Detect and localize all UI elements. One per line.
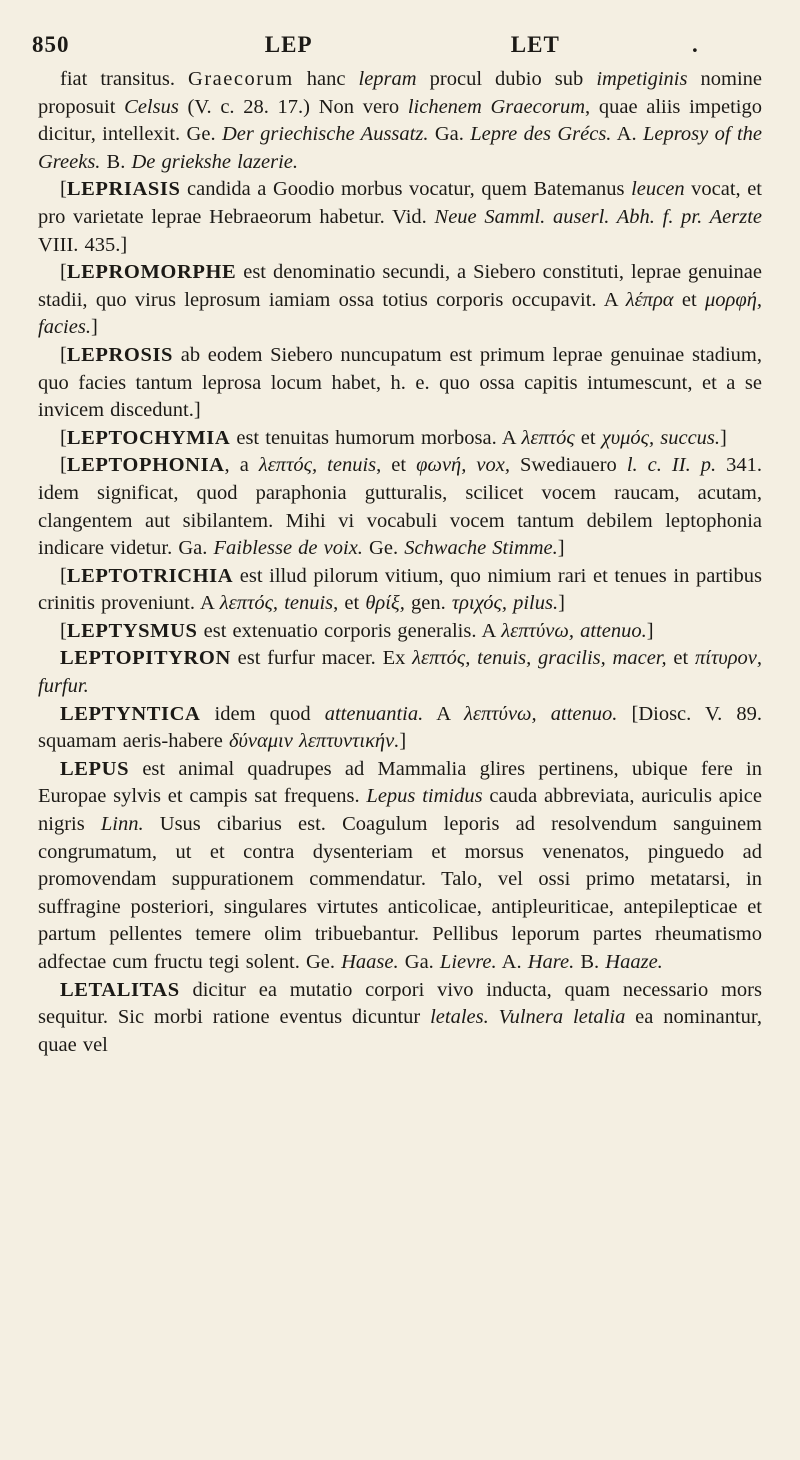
entry-leptotrichia bbox=[38, 563, 762, 618]
entry-italic: attenuantia. bbox=[324, 702, 424, 725]
entry-text: ea nominantur, quae vel bbox=[38, 1006, 763, 1056]
entry-italic: attenuo. bbox=[580, 619, 647, 642]
entry-italic: pilus. bbox=[513, 592, 559, 615]
entry-italic: lichenem Graecorum bbox=[407, 95, 586, 118]
entry-text: et bbox=[666, 647, 695, 670]
greek-term: δύναμιν λεπτυντικήν. bbox=[228, 730, 400, 753]
entry-text: [ bbox=[60, 619, 67, 642]
entry-italic: Schwache Stimme. bbox=[404, 537, 558, 560]
entry-headword: LEPTOTRICHIA bbox=[66, 564, 234, 587]
entry-headword: LEPTYNTICA bbox=[60, 702, 201, 725]
entry-text: A. bbox=[611, 123, 643, 146]
entry-text bbox=[466, 454, 476, 476]
entry-italic: attenuo. bbox=[550, 702, 618, 725]
entry-lepus bbox=[38, 756, 762, 977]
entry-spaced: Graecorum bbox=[188, 68, 294, 90]
entry-text: B. bbox=[574, 951, 606, 973]
entry-italic: Lepus timidus bbox=[366, 785, 483, 808]
entry-leptophonia bbox=[38, 452, 762, 562]
entry-text: ] bbox=[646, 619, 654, 642]
entry-headword: LETALITAS bbox=[60, 978, 180, 1001]
entry-text: gen. bbox=[404, 592, 452, 615]
entry-text: Ga. bbox=[428, 123, 471, 146]
entry-italic: Vulnera letalia bbox=[498, 1006, 626, 1029]
entry-italic: Faiblesse de voix. bbox=[213, 537, 363, 560]
entry-text: vocat, et pro varietate leprae Hebraeorum habetur. Vid. bbox=[38, 178, 762, 228]
entry-text: Swediauero bbox=[509, 454, 627, 477]
entry-headword: LEPROMORPHE bbox=[66, 261, 237, 284]
entry-italic: vox, bbox=[476, 454, 510, 477]
entry-text: 341. idem significat, quod paraphonia gutturalis, scilicet vocem raucam, acutam, clangentem aut sibilantem. Mihi vi vocabuli vocem tantum debilem leptophonia indicare videtur. Ga. bbox=[38, 454, 763, 560]
greek-term: φωνή, bbox=[416, 454, 467, 477]
running-head-right: LET bbox=[510, 32, 560, 57]
entry-text: [ bbox=[60, 261, 67, 284]
entry-text: ] bbox=[557, 537, 565, 560]
entry-text: , et bbox=[376, 454, 417, 477]
entry-lepriasis bbox=[38, 176, 762, 259]
entry-text: A. bbox=[496, 951, 528, 973]
entry-headword: LEPTOPHONIA bbox=[66, 454, 225, 477]
entry-italic: tenuis, gracilis, macer, bbox=[477, 647, 667, 670]
entry-headword: LEPRIASIS bbox=[66, 178, 181, 201]
entry-text: [ bbox=[60, 426, 67, 449]
entry-text: A bbox=[423, 702, 464, 725]
entry-headword: LEPTOPITYRON bbox=[60, 647, 231, 670]
entry-leprosis bbox=[38, 342, 762, 425]
entry-italic: Celsus bbox=[124, 95, 179, 118]
entry-text: est animal quadrupes ad Mammalia glires pertinens, ubique fere in Europae sylvis et campis sat frequens. bbox=[38, 757, 762, 808]
entry-text bbox=[489, 1006, 499, 1028]
entry-italic: Der griechische Aussatz. bbox=[221, 123, 429, 146]
entry-leptochymia bbox=[38, 425, 762, 453]
entry-italic: Haaze. bbox=[605, 951, 663, 973]
entry-italic: leucen bbox=[631, 178, 685, 201]
page-number: 850 bbox=[32, 32, 70, 57]
entry-leptopityron bbox=[38, 645, 762, 700]
entry-headword: LEPROSIS bbox=[66, 343, 174, 366]
entry-text: est denominatio secundi, a Siebero constituti, leprae genuinae stadii, quo virus leprosum iamiam ossa totius corporis occupavit. A bbox=[38, 261, 762, 311]
entry-text: idem quod bbox=[200, 702, 325, 725]
entry-text: Ge. bbox=[362, 537, 405, 560]
entry-italic: Neue Samml. auserl. Abh. f. pr. Aerzte bbox=[434, 205, 762, 228]
entry-italic: l. c. II. p. bbox=[626, 454, 717, 477]
entry-leptyntica bbox=[38, 701, 762, 756]
entry-text: ab eodem Siebero nuncupatum est primum leprae genuinae stadium, quo facies tantum leprosa locum habet, h. e. quo ossa capitis intumescunt, et a se invicem discedunt.] bbox=[38, 343, 762, 422]
entry-italic: De griekshe lazerie. bbox=[131, 150, 299, 173]
entry-text: dicitur ea mutatio corpori vivo inducta, quam necessario mors sequitur. Sic morbi ratione eventus dicuntur bbox=[38, 978, 762, 1029]
greek-term: μορφή, bbox=[705, 288, 763, 311]
greek-term: λεπτός, bbox=[258, 454, 318, 477]
entry-lepra-cont bbox=[38, 66, 762, 176]
entry-text: Ga. bbox=[398, 951, 440, 973]
entry-italic: Lievre. bbox=[439, 951, 497, 973]
running-header bbox=[32, 32, 722, 58]
entry-text: cauda abbreviata, auriculis apice nigris bbox=[38, 785, 762, 836]
entry-text: procul dubio sub bbox=[416, 68, 597, 90]
entry-text: fiat transitus. bbox=[60, 68, 189, 90]
entry-italic: Leprosy of the Greeks. bbox=[38, 123, 762, 173]
entry-text: candida a Goodio morbus vocatur, quem Batemanus bbox=[180, 178, 632, 201]
entry-text: nomine proposuit bbox=[38, 68, 762, 118]
running-head-left: LEP bbox=[264, 32, 313, 57]
entry-text: ] bbox=[720, 426, 727, 449]
entry-text: ] bbox=[399, 730, 407, 753]
entry-lepromorphe bbox=[38, 259, 762, 342]
entry-text: (V. c. 28. 17.) Non vero bbox=[178, 95, 408, 118]
entry-text: ] bbox=[90, 316, 98, 339]
entry-text: est furfur macer. Ex bbox=[230, 647, 413, 670]
entry-italic: tenuis bbox=[327, 454, 377, 477]
entry-text: est illud pilorum vitium, quo nimium rari et tenues in partibus crinitis proveniunt. A bbox=[38, 564, 762, 615]
entry-italic: Lepre des Grécs. bbox=[470, 123, 612, 146]
entry-headword: LEPTOCHYMIA bbox=[66, 426, 231, 449]
entry-text: est extenuatio corporis generalis. A bbox=[197, 619, 502, 642]
greek-term: λέπρα bbox=[625, 288, 674, 311]
entry-italic: lepram bbox=[358, 68, 417, 90]
entry-text: ] bbox=[558, 592, 565, 615]
entry-text: [Diosc. V. 89. squamam aeris-habere bbox=[38, 702, 763, 753]
entry-text: Usus cibarius est. Coagulum leporis ad resolvendum sanguinem congrumatum, ut et contra dysenteriam et morsus venenatos, pinguedo ad promovendam suppurationem commendatur. Talo, vel ossi primo metatarsi, in suffragine posteriori, singulares virtutes anticolicae, antipleuriticae, antepilepticae et partum pellentes temere olim tribuebantur. Pellibus leporum partes rheumatismo adfectae cum fructu tegi solent. Ge. bbox=[38, 813, 762, 973]
entry-italic: Linn. bbox=[100, 813, 144, 836]
entry-text: VIII. 435.] bbox=[38, 233, 128, 256]
entry-headword: LEPTYSMUS bbox=[66, 619, 198, 642]
entry-text: , a bbox=[224, 454, 259, 477]
greek-term: τριχός, bbox=[451, 592, 507, 615]
greek-term: χυμός, bbox=[601, 426, 655, 449]
entry-text: hanc bbox=[293, 68, 359, 90]
entry-leptysmus bbox=[38, 618, 762, 646]
entry-text: [ bbox=[60, 454, 67, 477]
entry-italic: tenuis bbox=[284, 592, 334, 615]
entry-text: est tenuitas humorum morbosa. A bbox=[230, 426, 522, 449]
entry-italic: succus. bbox=[660, 426, 721, 449]
entry-text: B. bbox=[100, 150, 132, 173]
entry-text bbox=[317, 454, 327, 476]
entry-text: [ bbox=[60, 178, 67, 201]
greek-term: λεπτύνω, bbox=[501, 619, 574, 642]
greek-term: πίτυρον, bbox=[694, 647, 763, 670]
running-head-mark: . bbox=[691, 32, 699, 57]
greek-term: λεπτός, bbox=[219, 592, 279, 615]
entry-text: , quae aliis impetigo dicitur, intellexit. Ge. bbox=[38, 95, 762, 146]
entry-letalitas bbox=[38, 977, 762, 1060]
entry-italic: facies. bbox=[38, 316, 91, 339]
entry-text: , et bbox=[333, 592, 366, 615]
entry-text: et bbox=[673, 288, 705, 311]
greek-term: λεπτός bbox=[521, 426, 575, 449]
greek-term: λεπτύνω, bbox=[463, 702, 537, 725]
entry-italic: impetiginis bbox=[596, 68, 688, 90]
greek-term: θρίξ, bbox=[365, 592, 405, 615]
entry-text bbox=[537, 703, 551, 725]
entry-headword: LEPUS bbox=[60, 757, 130, 780]
entry-italic: furfur. bbox=[38, 675, 89, 698]
entry-text: [ bbox=[60, 564, 67, 587]
entry-italic: Haase. bbox=[341, 951, 399, 973]
entry-text: [ bbox=[60, 343, 67, 366]
greek-term: λεπτός, bbox=[412, 647, 471, 670]
entry-italic: letales. bbox=[430, 1006, 489, 1029]
entry-text: et bbox=[574, 426, 602, 449]
entries-column bbox=[38, 66, 762, 1059]
entry-italic: Hare. bbox=[527, 951, 575, 973]
